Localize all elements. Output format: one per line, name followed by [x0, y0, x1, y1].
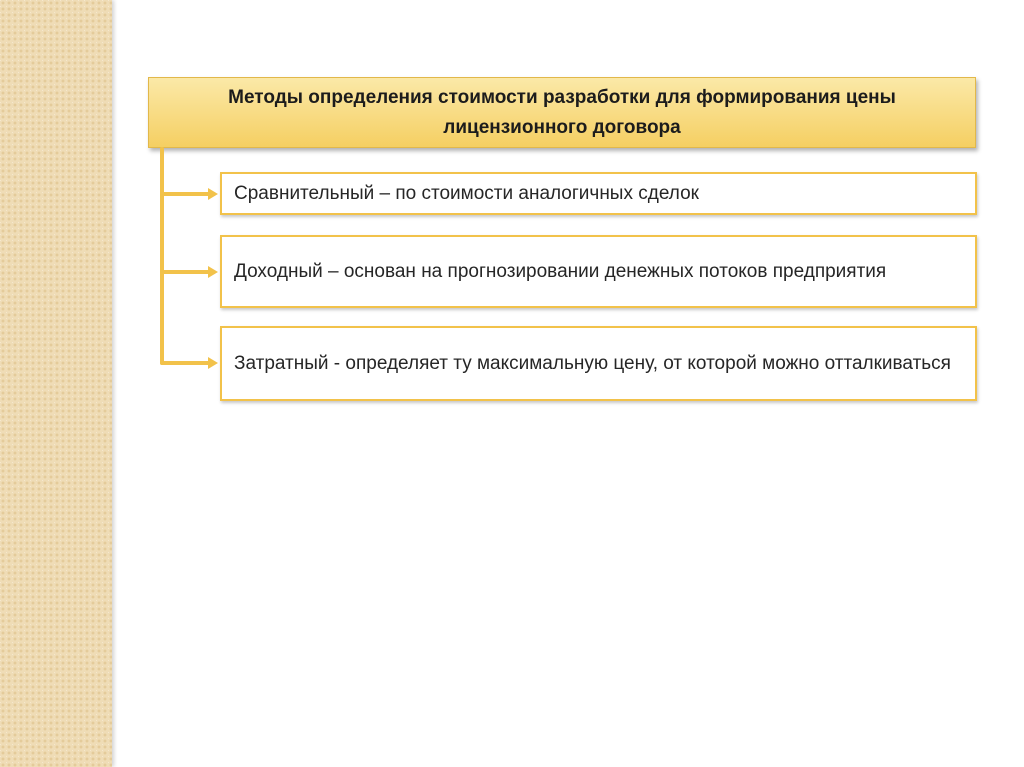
arrow-head-icon — [208, 188, 218, 200]
method-box-cost — [220, 326, 977, 401]
method-text: Доходный – основан на прогнозировании денежных потоков предприятия — [234, 260, 887, 282]
arrow-head-icon — [208, 357, 218, 369]
decorative-side-strip — [0, 0, 112, 767]
method-text: Затратный - определяет ту максимальную цену, от которой можно отталкиваться — [234, 352, 951, 374]
method-box-income — [220, 235, 977, 308]
method-text: Сравнительный – по стоимости аналогичных сделок — [234, 182, 699, 204]
method-box-comparative — [220, 172, 977, 215]
arrow-head-icon — [208, 266, 218, 278]
title-box — [148, 77, 976, 148]
diagram-title: Методы определения стоимости разработки для формирования цены лицензионного договора — [228, 86, 896, 138]
